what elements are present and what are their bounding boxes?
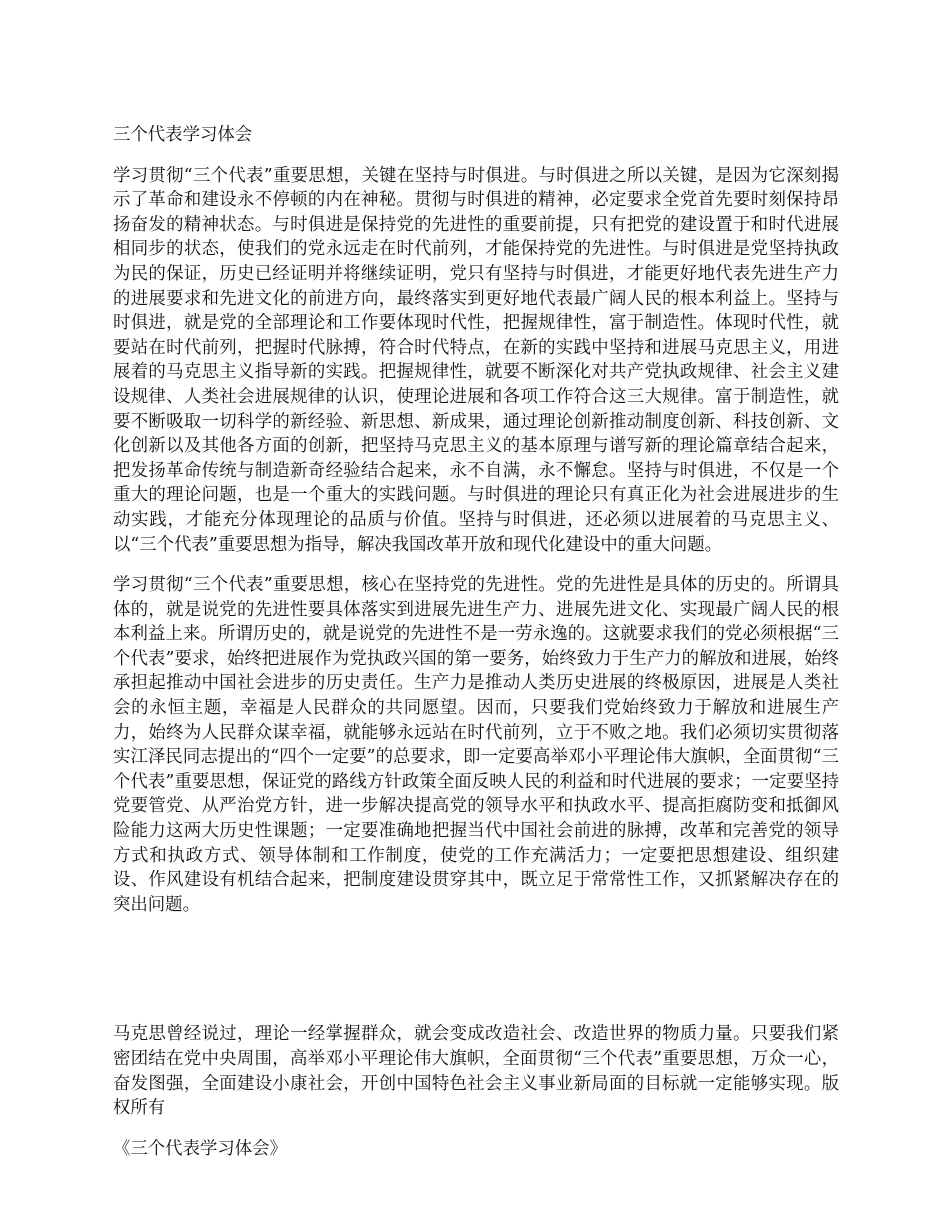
footer-title: 《三个代表学习体会》: [113, 1138, 287, 1159]
paragraph-3: 马克思曾经说过，理论一经掌握群众，就会变成改造社会、改造世界的物质力量。只要我们紧密团结在党中央周围，高举邓小平理论伟大旗帜，全面贯彻“三个代表”重要思想，万众一心，奋发图强，全面建设小康社会，开创中国特色社会主义事业新局面的目标就一定能够实现。版权所有: [113, 1024, 839, 1119]
document-body: [113, 123, 839, 1161]
paragraph-2: 学习贯彻“三个代表”重要思想，核心在坚持党的先进性。党的先进性是具体的历史的。所谓具体的，就是说党的先进性要具体落实到进展先进生产力、进展先进文化、实现最广阔人民的根本利益上来。所谓历史的，就是说党的先进性不是一劳永逸的。这就要求我们的党必须根据“三个代表”要求，始终把进展作为党执政兴国的第一要务，始终致力于生产力的解放和进展，始终承担起推动中国社会进步的历史责任。生产力是推动人类历史进展的终极原因，进展是人类社会的永恒主题，幸福是人民群众的共同愿望。因而，只要我们党始终致力于解放和进展生产力，始终为人民群众谋幸福，就能够永远站在时代前列，立于不败之地。我们必须切实贯彻落实江泽民同志提出的“四个一定要”的总要求，即一定要高举邓小平理论伟大旗帜，全面贯彻“三个代表”重要思想，保证党的路线方针政策全面反映人民的利益和时代进展的要求；一定要坚持党要管党、从严治党方针，进一步解决提高党的领导水平和执政水平、提高拒腐防变和抵御风险能力这两大历史性课题；一定要准确地把握当代中国社会前进的脉搏，改革和完善党的领导方式和执政方式、领导体制和工作制度，使党的工作充满活力；一定要把思想建设、组织建设、作风建设有机结合起来，把制度建设贯穿其中，既立足于常常性工作，又抓紧解决存在的突出问题。: [113, 575, 839, 915]
paragraph-1: 学习贯彻“三个代表”重要思想，关键在坚持与时俱进。与时俱进之所以关键，是因为它深刻揭示了革命和建设永不停顿的内在神秘。贯彻与时俱进的精神，必定要求全党首先要时刻保持昂扬奋发的精神状态。与时俱进是保持党的先进性的重要前提，只有把党的建设置于和时代进展相同步的状态，使我们的党永远走在时代前列，才能保持党的先进性。与时俱进是党坚持执政为民的保证，历史已经证明并将继续证明，党只有坚持与时俱进，才能更好地代表先进生产力的进展要求和先进文化的前进方向，最终落实到更好地代表最广阔人民的根本利益上。坚持与时俱进，就是党的全部理论和工作要体现时代性，把握规律性，富于制造性。体现时代性，就要站在时代前列，把握时代脉搏，符合时代特点，在新的实践中坚持和进展马克思主义，用进展着的马克思主义指导新的实践。把握规律性，就要不断深化对共产党执政规律、社会主义建设规律、人类社会进展规律的认识，使理论进展和各项工作符合这三大规律。富于制造性，就要不断吸取一切科学的新经验、新思想、新成果，通过理论创新推动制度创新、科技创新、文化创新以及其他各方面的创新，把坚持马克思主义的基本原理与谱写新的理论篇章结合起来，把发扬革命传统与制造新奇经验结合起来，永不自满，永不懈怠。坚持与时俱进，不仅是一个重大的理论问题，也是一个重大的实践问题。与时俱进的理论只有真正化为社会进展进步的生动实践，才能充分体现理论的品质与价值。坚持与时俱进，还必须以进展着的马克思主义、以“三个代表”重要思想为指导，解决我国改革开放和现代化建设中的重大问题。: [113, 165, 839, 555]
document-title: 三个代表学习体会: [113, 125, 253, 145]
